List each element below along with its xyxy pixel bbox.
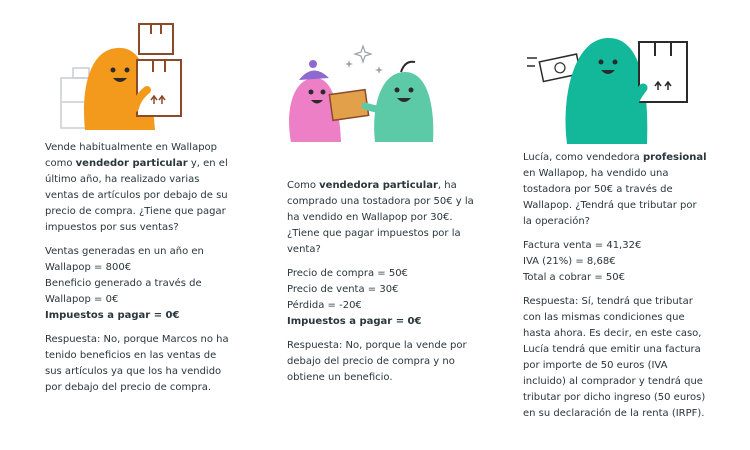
intro-paragraph: Como vendedora particular, ha comprado una tostadora por 50€ y la ha vendido en Wallapop por 30€. ¿Tiene que pagar impuestos por la venta? [287, 180, 474, 255]
orange-character-with-boxes-illustration [55, 20, 195, 138]
fact-line: Ventas generadas en un año en Wallapop = 800€ [45, 246, 204, 273]
fact-line: Pérdida = -20€ [287, 300, 362, 311]
answer-paragraph: Respuesta: Sí, tendrá que tributar con las mismas condiciones que hasta ahora. Es decir, en este caso, Lucía tendrá que emitir una factura por importe de 50 euros (IVA incluido) al comprador y tendrá que tributar por dicho ingreso (50 euros) en su declaración de la renta (IRPF). [523, 296, 706, 419]
result-line: Impuestos a pagar = 0€ [287, 316, 422, 327]
highlight: profesional [642, 152, 707, 163]
highlight: vendedor particular [75, 158, 188, 169]
answer-paragraph: Respuesta: No, porque Marcos no ha tenido beneficios en las ventas de sus artículos ya que los ha vendido por debajo del precio de compra. [45, 334, 229, 393]
highlight: vendedora particular [319, 180, 438, 191]
fact-line: Precio de venta = 30€ [287, 284, 399, 295]
pink-and-mint-characters-illustration [285, 40, 445, 148]
fact-line: Total a cobrar = 50€ [523, 272, 625, 283]
result-line: Impuestos a pagar = 0€ [45, 310, 180, 321]
fact-line: Beneficio generado a través de Wallapop = 0€ [45, 278, 202, 305]
facts-block [523, 238, 708, 286]
teal-character-with-box-and-cash-illustration [525, 28, 705, 148]
fact-line: IVA (21%) = 8,68€ [523, 256, 616, 267]
example-column-2 [287, 178, 477, 394]
example-column-3 [523, 150, 708, 430]
fact-line: Factura venta = 41,32€ [523, 240, 642, 251]
fact-line: Precio de compra = 50€ [287, 268, 408, 279]
answer-paragraph: Respuesta: No, porque la vende por debajo del precio de compra y no obtiene un beneficio. [287, 340, 467, 383]
example-column-1 [45, 140, 235, 404]
facts-block [287, 266, 477, 330]
facts-block [45, 244, 235, 324]
intro-paragraph: Lucía, como vendedora profesional en Wallapop, ha vendido una tostadora por 50€ a través de Wallapop. ¿Tendrá que tributar por la operación? [523, 152, 707, 227]
intro-paragraph: Vende habitualmente en Wallapop como vendedor particular y, en el último año, ha realizado varias ventas de artículos por debajo de su precio de compra. ¿Tiene que pagar impuestos por sus ventas? [45, 142, 228, 233]
